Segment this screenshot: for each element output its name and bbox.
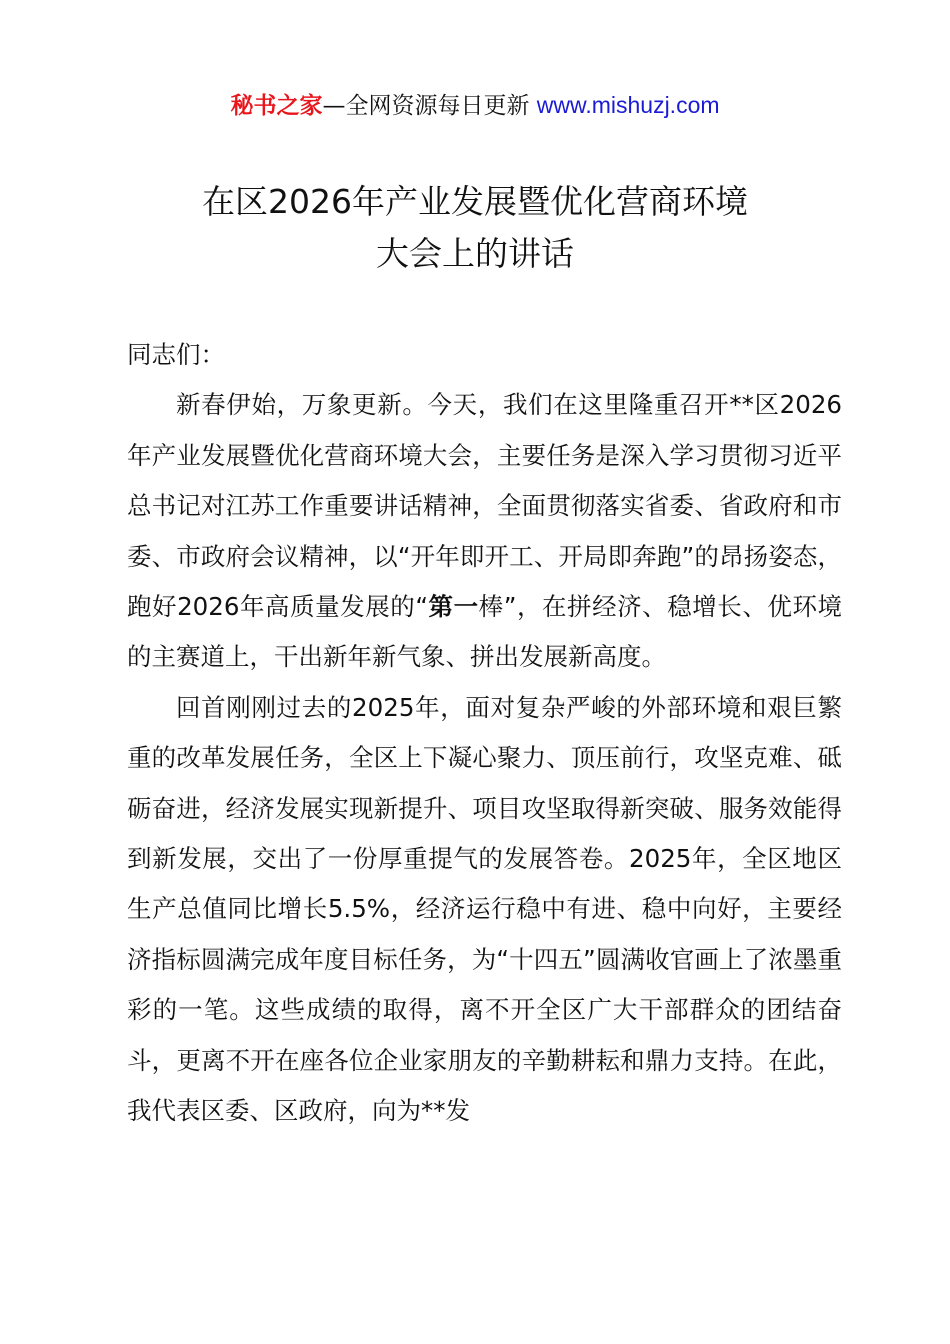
paragraph-1 <box>127 380 842 682</box>
paragraph-1-bold-text: 第一 <box>428 592 479 622</box>
paragraph-2: 回首刚刚过去的2025年，面对复杂严峻的外部环境和艰巨繁重的改革发展任务，全区上下凝心聚力、顶压前行，攻坚克难、砥砺奋进，经济发展实现新提升、项目攻坚取得新突破、服务效能得到新发展，交出了一份厚重提气的发展答卷。2025年，全区地区生产总值同比增长5.5%，经济运行稳中有进、稳中向好，主要经济指标圆满完成年度目标任务，为“十四五”圆满收官画上了浓墨重彩的一笔。这些成绩的取得，离不开全区广大干部群众的团结奋斗，更离不开在座各位企业家朋友的辛勤耕耘和鼎力支持。在此，我代表区委、区政府，向为**发 <box>127 692 842 1126</box>
title-line-2: 大会上的讲话 <box>376 234 574 273</box>
site-url-link[interactable]: www.mishuzj.com <box>536 92 720 118</box>
paragraph-1-text-start: 新春伊始，万象更新。今天，我们在这里隆重召开**区2026年产业发展暨优化营商环境大会，主要任务是深入学习贯彻习近平总书记对江苏工作重要讲话精神，全面贯彻落实省委、省政府和市委、市政府会议精神，以“开年即开工、开局即奔跑”的昂扬姿态，跑好2026年高质量发展的“ <box>127 390 842 622</box>
site-header <box>0 88 950 123</box>
title-line-1: 在区2026年产业发展暨优化营商环境 <box>202 182 748 221</box>
paragraph-1-text-end: 棒”，在拼经济、稳增长、优环境的主赛道上，干出新年新气象、拼出发展新高度。 <box>127 592 842 672</box>
site-slogan: —全网资源每日更新 <box>322 93 530 119</box>
salutation: 同志们： <box>127 340 225 369</box>
document-title <box>0 176 950 280</box>
document-body <box>127 330 842 1137</box>
brand-name: 秘书之家 <box>230 93 323 119</box>
